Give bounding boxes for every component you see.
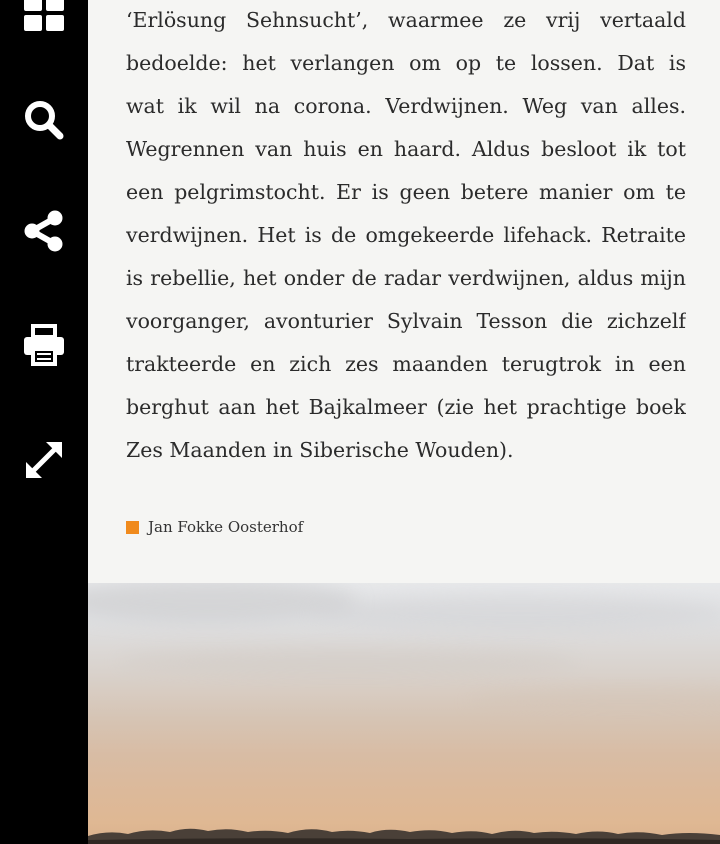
search-icon	[22, 98, 66, 142]
fullscreen-button[interactable]	[12, 428, 76, 492]
fullscreen-icon	[22, 438, 66, 482]
article-content	[88, 0, 720, 583]
search-button[interactable]	[12, 88, 76, 152]
article-line: bedoelde: het verlangen om op te lossen. Dat is	[126, 51, 686, 75]
grid-icon	[23, 0, 65, 33]
share-icon	[22, 209, 66, 253]
article-line: verdwijnen. Het is de omgekeerde lifehack. Retraite	[126, 223, 686, 247]
article-line: berghut aan het Bajkalmeer (zie het prachtige boek	[126, 395, 686, 419]
print-icon	[22, 323, 66, 367]
article-line: ‘Erlösung Sehnsucht’, waarmee ze vrij vertaald	[126, 8, 686, 32]
article-line: wat ik wil na corona. Verdwijnen. Weg van alles.	[126, 94, 686, 118]
byline-marker	[126, 521, 139, 534]
article-line: is rebellie, het onder de radar verdwijnen, aldus mijn	[126, 266, 686, 290]
print-button[interactable]	[12, 313, 76, 377]
article-line: voorganger, avonturier Sylvain Tesson die zichzelf	[126, 309, 686, 333]
grid-button[interactable]	[12, 0, 76, 44]
author-byline	[126, 516, 303, 538]
article-line: trakteerde en zich zes maanden terugtrok in een	[126, 352, 686, 376]
article-body	[126, 0, 686, 473]
article-photo	[88, 583, 720, 844]
article-line: een pelgrimstocht. Er is geen betere manier om te	[126, 180, 686, 204]
tree-silhouette	[88, 820, 720, 844]
share-button[interactable]	[12, 199, 76, 263]
article-line: Wegrennen van huis en haard. Aldus besloot ik tot	[126, 137, 686, 161]
sky-clouds	[88, 583, 720, 844]
article-line: Zes Maanden in Siberische Wouden).	[126, 438, 514, 462]
side-toolbar	[0, 0, 88, 844]
author-name: Jan Fokke Oosterhof	[148, 518, 304, 536]
